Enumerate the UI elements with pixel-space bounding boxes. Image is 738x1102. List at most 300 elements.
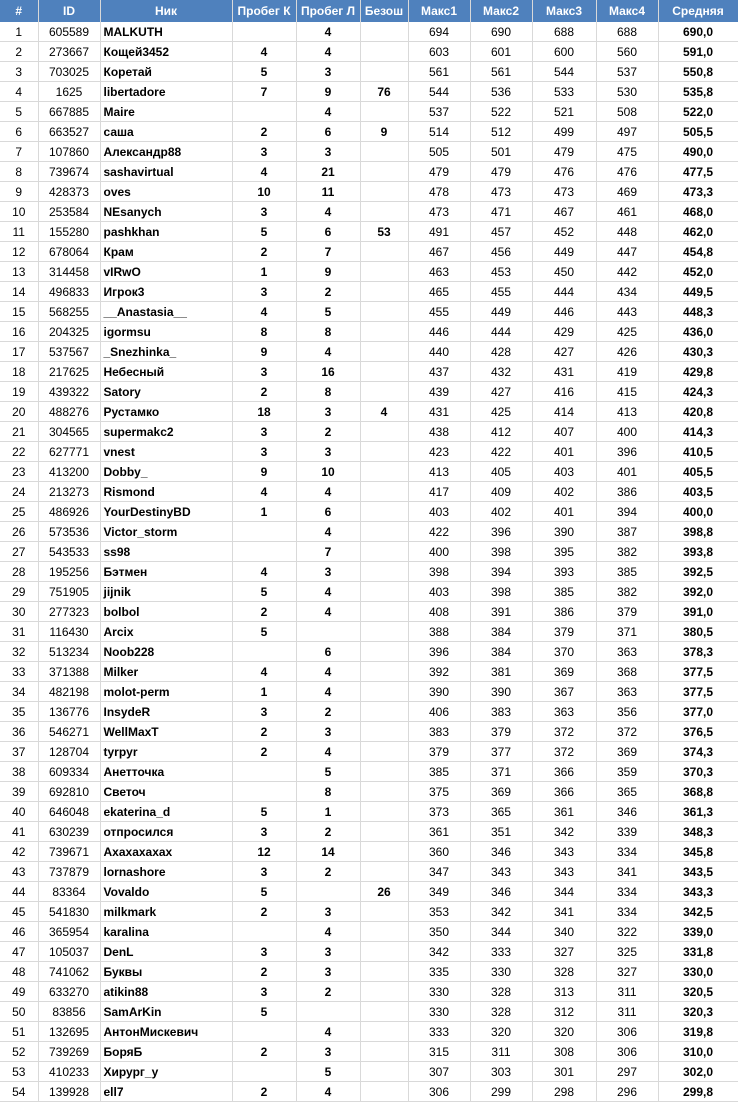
col-rank-cell: 29 (0, 582, 38, 602)
col-max2-cell: 303 (470, 1062, 532, 1082)
col-id-cell: 488276 (38, 402, 100, 422)
table-row (0, 262, 738, 282)
col-probeg-k-cell: 5 (232, 222, 296, 242)
col-probeg-l-cell: 8 (296, 322, 360, 342)
col-bezosh-cell (360, 342, 408, 362)
col-max2-cell: 453 (470, 262, 532, 282)
col-probeg-k-cell: 3 (232, 142, 296, 162)
col-max4-cell: 356 (596, 702, 658, 722)
col-id-cell: 609334 (38, 762, 100, 782)
col-max1-cell: 400 (408, 542, 470, 562)
col-nick-cell: ekaterina_d (100, 802, 232, 822)
col-bezosh-cell (360, 442, 408, 462)
col-max3-cell: 401 (532, 502, 596, 522)
col-nick-cell: lornashore (100, 862, 232, 882)
col-id-cell: 739269 (38, 1042, 100, 1062)
col-probeg-l-cell: 4 (296, 522, 360, 542)
col-probeg-k-cell: 1 (232, 262, 296, 282)
col-id-cell: 132695 (38, 1022, 100, 1042)
col-probeg-l-cell: 3 (296, 1042, 360, 1062)
col-max4-cell: 497 (596, 122, 658, 142)
col-id-cell: 739674 (38, 162, 100, 182)
col-max4-cell: 382 (596, 542, 658, 562)
col-max1-cell: 455 (408, 302, 470, 322)
col-max4-cell: 537 (596, 62, 658, 82)
col-probeg-k-cell: 4 (232, 662, 296, 682)
col-probeg-l-cell: 2 (296, 702, 360, 722)
col-bezosh-cell (360, 802, 408, 822)
col-probeg-k-cell: 5 (232, 1002, 296, 1022)
col-max3-cell: 372 (532, 722, 596, 742)
table-row (0, 42, 738, 62)
table-row (0, 922, 738, 942)
col-nick-cell: Светоч (100, 782, 232, 802)
col-max1-cell: 479 (408, 162, 470, 182)
col-rank-cell: 22 (0, 442, 38, 462)
col-max3-cell: 312 (532, 1002, 596, 1022)
col-id-cell: 428373 (38, 182, 100, 202)
col-avg-cell: 302,0 (658, 1062, 738, 1082)
col-bezosh-cell (360, 522, 408, 542)
col-bezosh-cell (360, 462, 408, 482)
col-id-cell: 627771 (38, 442, 100, 462)
col-rank-cell: 13 (0, 262, 38, 282)
col-max3-cell: 298 (532, 1082, 596, 1102)
col-rank-cell: 51 (0, 1022, 38, 1042)
col-nick-cell: sashavirtual (100, 162, 232, 182)
table-row (0, 802, 738, 822)
col-max4-cell: 419 (596, 362, 658, 382)
col-probeg-k-cell: 10 (232, 182, 296, 202)
col-max2-cell: 405 (470, 462, 532, 482)
table-row (0, 102, 738, 122)
col-max3-cell: 521 (532, 102, 596, 122)
col-id-cell: 568255 (38, 302, 100, 322)
col-bezosh-cell (360, 282, 408, 302)
col-max3-cell: 467 (532, 202, 596, 222)
col-max4-cell: 341 (596, 862, 658, 882)
col-id-header: ID (38, 0, 100, 22)
col-max1-cell: 440 (408, 342, 470, 362)
col-id-cell: 314458 (38, 262, 100, 282)
col-id-cell: 410233 (38, 1062, 100, 1082)
col-probeg-k-cell: 4 (232, 162, 296, 182)
col-max2-cell: 328 (470, 982, 532, 1002)
col-id-cell: 633270 (38, 982, 100, 1002)
col-probeg-l-cell: 4 (296, 682, 360, 702)
table-row (0, 482, 738, 502)
col-max3-cell: 361 (532, 802, 596, 822)
col-max3-cell: 343 (532, 862, 596, 882)
col-probeg-k-cell: 8 (232, 322, 296, 342)
col-probeg-l-cell: 4 (296, 102, 360, 122)
col-max1-cell: 360 (408, 842, 470, 862)
col-id-cell: 692810 (38, 782, 100, 802)
col-max1-cell: 537 (408, 102, 470, 122)
col-probeg-l-cell: 3 (296, 62, 360, 82)
col-nick-cell: DenL (100, 942, 232, 962)
col-max2-cell: 369 (470, 782, 532, 802)
col-max3-cell: 366 (532, 762, 596, 782)
col-avg-cell: 473,3 (658, 182, 738, 202)
col-probeg-l-cell: 6 (296, 642, 360, 662)
col-max2-cell: 351 (470, 822, 532, 842)
col-max1-header: Макс1 (408, 0, 470, 22)
col-bezosh-cell (360, 302, 408, 322)
col-rank-cell: 24 (0, 482, 38, 502)
col-avg-cell: 374,3 (658, 742, 738, 762)
col-max3-cell: 313 (532, 982, 596, 1002)
col-probeg-k-cell (232, 642, 296, 662)
col-max4-cell: 327 (596, 962, 658, 982)
col-max1-cell: 437 (408, 362, 470, 382)
col-max3-cell: 429 (532, 322, 596, 342)
col-nick-cell: Rismond (100, 482, 232, 502)
col-avg-cell: 403,5 (658, 482, 738, 502)
col-nick-cell: Ахахахахах (100, 842, 232, 862)
col-max4-cell: 387 (596, 522, 658, 542)
table-row (0, 62, 738, 82)
col-rank-cell: 36 (0, 722, 38, 742)
col-id-cell: 277323 (38, 602, 100, 622)
col-max1-cell: 306 (408, 1082, 470, 1102)
col-rank-cell: 47 (0, 942, 38, 962)
col-probeg-l-cell: 6 (296, 122, 360, 142)
col-probeg-k-cell: 2 (232, 722, 296, 742)
col-max2-cell: 344 (470, 922, 532, 942)
col-probeg-k-cell: 3 (232, 442, 296, 462)
col-max2-cell: 398 (470, 582, 532, 602)
col-probeg-k-cell: 3 (232, 822, 296, 842)
col-max4-cell: 382 (596, 582, 658, 602)
col-nick-cell: Буквы (100, 962, 232, 982)
col-rank-cell: 25 (0, 502, 38, 522)
col-nick-cell: oves (100, 182, 232, 202)
table-row (0, 382, 738, 402)
col-id-cell: 703025 (38, 62, 100, 82)
col-probeg-l-cell: 9 (296, 262, 360, 282)
col-max3-cell: 533 (532, 82, 596, 102)
col-max1-cell: 408 (408, 602, 470, 622)
col-max1-cell: 403 (408, 502, 470, 522)
col-probeg-l-cell: 4 (296, 342, 360, 362)
table-row (0, 622, 738, 642)
col-probeg-l-cell: 16 (296, 362, 360, 382)
col-max4-cell: 296 (596, 1082, 658, 1102)
col-max1-cell: 422 (408, 522, 470, 542)
col-rank-cell: 8 (0, 162, 38, 182)
col-avg-cell: 299,8 (658, 1082, 738, 1102)
col-id-cell: 195256 (38, 562, 100, 582)
col-avg-cell: 392,5 (658, 562, 738, 582)
col-max3-cell: 320 (532, 1022, 596, 1042)
col-avg-cell: 420,8 (658, 402, 738, 422)
col-avg-cell: 405,5 (658, 462, 738, 482)
table-body (0, 22, 738, 1102)
col-rank-cell: 49 (0, 982, 38, 1002)
col-max1-cell: 335 (408, 962, 470, 982)
col-probeg-l-cell: 10 (296, 462, 360, 482)
col-bezosh-cell (360, 982, 408, 1002)
col-probeg-l-cell: 5 (296, 302, 360, 322)
col-max4-cell: 400 (596, 422, 658, 442)
col-probeg-k-cell: 2 (232, 1082, 296, 1102)
col-id-cell: 439322 (38, 382, 100, 402)
col-max4-cell: 688 (596, 22, 658, 42)
col-avg-cell: 550,8 (658, 62, 738, 82)
col-nick-cell: Бэтмен (100, 562, 232, 582)
col-max3-cell: 476 (532, 162, 596, 182)
col-rank-cell: 38 (0, 762, 38, 782)
col-nick-cell: Noob228 (100, 642, 232, 662)
col-nick-cell: Vovaldo (100, 882, 232, 902)
col-max3-cell: 444 (532, 282, 596, 302)
table-row (0, 362, 738, 382)
col-id-cell: 663527 (38, 122, 100, 142)
col-probeg-l-cell: 6 (296, 502, 360, 522)
col-bezosh-cell (360, 202, 408, 222)
col-max2-header: Макс2 (470, 0, 532, 22)
col-rank-cell: 6 (0, 122, 38, 142)
col-id-cell: 83364 (38, 882, 100, 902)
col-bezosh-cell (360, 862, 408, 882)
col-avg-cell: 535,8 (658, 82, 738, 102)
col-avg-cell: 331,8 (658, 942, 738, 962)
col-id-cell: 217625 (38, 362, 100, 382)
col-max3-cell: 407 (532, 422, 596, 442)
col-max1-cell: 423 (408, 442, 470, 462)
col-max1-cell: 375 (408, 782, 470, 802)
col-max4-cell: 311 (596, 1002, 658, 1022)
col-probeg-k-cell (232, 762, 296, 782)
col-max2-cell: 384 (470, 642, 532, 662)
col-max4-cell: 379 (596, 602, 658, 622)
col-probeg-l-cell: 4 (296, 1082, 360, 1102)
col-max1-cell: 463 (408, 262, 470, 282)
col-rank-cell: 30 (0, 602, 38, 622)
col-rank-cell: 4 (0, 82, 38, 102)
col-max2-cell: 371 (470, 762, 532, 782)
col-max3-cell: 401 (532, 442, 596, 462)
col-probeg-l-cell: 1 (296, 802, 360, 822)
col-rank-cell: 27 (0, 542, 38, 562)
table-row (0, 1022, 738, 1042)
table-header-row (0, 0, 738, 22)
col-bezosh-cell (360, 822, 408, 842)
col-avg-cell: 377,0 (658, 702, 738, 722)
col-max3-cell: 450 (532, 262, 596, 282)
col-max2-cell: 455 (470, 282, 532, 302)
col-max2-cell: 391 (470, 602, 532, 622)
col-max4-cell: 476 (596, 162, 658, 182)
col-nick-cell: Хирург_у (100, 1062, 232, 1082)
col-nick-cell: vnest (100, 442, 232, 462)
col-max3-cell: 600 (532, 42, 596, 62)
col-avg-cell: 454,8 (658, 242, 738, 262)
col-max2-cell: 456 (470, 242, 532, 262)
col-max2-cell: 444 (470, 322, 532, 342)
col-max3-cell: 343 (532, 842, 596, 862)
col-bezosh-cell (360, 422, 408, 442)
col-avg-cell: 424,3 (658, 382, 738, 402)
col-max2-cell: 449 (470, 302, 532, 322)
col-probeg-k-cell: 5 (232, 802, 296, 822)
col-id-cell: 678064 (38, 242, 100, 262)
col-max3-cell: 328 (532, 962, 596, 982)
col-max2-cell: 501 (470, 142, 532, 162)
col-nick-cell: __Anastasia__ (100, 302, 232, 322)
col-nick-cell: Victor_storm (100, 522, 232, 542)
col-nick-cell: libertadore (100, 82, 232, 102)
table-row (0, 522, 738, 542)
col-probeg-l-cell: 14 (296, 842, 360, 862)
col-max1-cell: 392 (408, 662, 470, 682)
col-max4-cell: 372 (596, 722, 658, 742)
col-max3-cell: 367 (532, 682, 596, 702)
col-max1-cell: 439 (408, 382, 470, 402)
col-bezosh-cell (360, 582, 408, 602)
col-probeg-l-cell: 4 (296, 22, 360, 42)
col-probeg-l-cell: 3 (296, 942, 360, 962)
col-max3-cell: 301 (532, 1062, 596, 1082)
col-max1-cell: 544 (408, 82, 470, 102)
col-max4-cell: 396 (596, 442, 658, 462)
col-max2-cell: 402 (470, 502, 532, 522)
col-id-cell: 573536 (38, 522, 100, 542)
col-probeg-k-cell: 4 (232, 42, 296, 62)
col-max4-header: Макс4 (596, 0, 658, 22)
col-max4-cell: 425 (596, 322, 658, 342)
col-id-cell: 482198 (38, 682, 100, 702)
col-id-cell: 630239 (38, 822, 100, 842)
col-id-cell: 273667 (38, 42, 100, 62)
col-rank-cell: 15 (0, 302, 38, 322)
col-bezosh-cell (360, 102, 408, 122)
col-avg-cell: 452,0 (658, 262, 738, 282)
col-max1-cell: 307 (408, 1062, 470, 1082)
col-bezosh-cell (360, 262, 408, 282)
col-avg-cell: 361,3 (658, 802, 738, 822)
col-probeg-k-cell: 3 (232, 362, 296, 382)
col-rank-cell: 40 (0, 802, 38, 822)
col-probeg-k-cell (232, 922, 296, 942)
col-id-cell: 365954 (38, 922, 100, 942)
col-max3-cell: 369 (532, 662, 596, 682)
col-max3-cell: 416 (532, 382, 596, 402)
col-bezosh-cell (360, 142, 408, 162)
col-bezosh-cell (360, 1062, 408, 1082)
col-max1-cell: 413 (408, 462, 470, 482)
table-row (0, 162, 738, 182)
col-probeg-k-cell (232, 782, 296, 802)
col-avg-cell: 392,0 (658, 582, 738, 602)
col-avg-cell: 522,0 (658, 102, 738, 122)
col-max2-cell: 330 (470, 962, 532, 982)
col-probeg-l-cell: 6 (296, 222, 360, 242)
col-bezosh-cell (360, 842, 408, 862)
col-avg-cell: 348,3 (658, 822, 738, 842)
col-max4-cell: 385 (596, 562, 658, 582)
col-bezosh-cell (360, 562, 408, 582)
table-row (0, 442, 738, 462)
col-max1-cell: 446 (408, 322, 470, 342)
col-probeg-k-header: Пробег К (232, 0, 296, 22)
col-bezosh-cell (360, 162, 408, 182)
table-row (0, 542, 738, 562)
col-bezosh-cell (360, 922, 408, 942)
col-max4-cell: 363 (596, 682, 658, 702)
table-row (0, 202, 738, 222)
col-max4-cell: 297 (596, 1062, 658, 1082)
col-avg-cell: 343,3 (658, 882, 738, 902)
col-probeg-l-cell: 4 (296, 482, 360, 502)
col-id-cell: 155280 (38, 222, 100, 242)
col-nick-cell: _Snezhinka_ (100, 342, 232, 362)
table-row (0, 322, 738, 342)
col-nick-cell: InsydeR (100, 702, 232, 722)
col-max4-cell: 386 (596, 482, 658, 502)
col-probeg-l-cell: 11 (296, 182, 360, 202)
col-max4-cell: 469 (596, 182, 658, 202)
col-max1-cell: 478 (408, 182, 470, 202)
col-max3-cell: 340 (532, 922, 596, 942)
col-max1-cell: 383 (408, 722, 470, 742)
col-max3-cell: 385 (532, 582, 596, 602)
col-avg-cell: 368,8 (658, 782, 738, 802)
col-max2-cell: 384 (470, 622, 532, 642)
col-max1-cell: 373 (408, 802, 470, 822)
col-bezosh-cell (360, 42, 408, 62)
col-nick-cell: igormsu (100, 322, 232, 342)
col-max2-cell: 320 (470, 1022, 532, 1042)
col-max4-cell: 346 (596, 802, 658, 822)
col-max2-cell: 479 (470, 162, 532, 182)
table-row (0, 582, 738, 602)
col-probeg-k-cell: 5 (232, 622, 296, 642)
col-bezosh-cell: 53 (360, 222, 408, 242)
col-max3-cell: 370 (532, 642, 596, 662)
col-max2-cell: 427 (470, 382, 532, 402)
col-nick-cell: Анетточка (100, 762, 232, 782)
col-probeg-l-cell: 4 (296, 42, 360, 62)
col-avg-cell: 345,8 (658, 842, 738, 862)
col-rank-header: # (0, 0, 38, 22)
col-max2-cell: 536 (470, 82, 532, 102)
col-probeg-l-cell: 3 (296, 442, 360, 462)
col-probeg-k-cell: 1 (232, 682, 296, 702)
col-max4-cell: 368 (596, 662, 658, 682)
col-id-cell: 253584 (38, 202, 100, 222)
col-max4-cell: 311 (596, 982, 658, 1002)
col-nick-cell: jijnik (100, 582, 232, 602)
table-row (0, 82, 738, 102)
col-nick-cell: bolbol (100, 602, 232, 622)
col-max3-cell: 446 (532, 302, 596, 322)
col-rank-cell: 9 (0, 182, 38, 202)
col-max1-cell: 473 (408, 202, 470, 222)
col-max1-cell: 398 (408, 562, 470, 582)
col-nick-cell: molot-perm (100, 682, 232, 702)
col-probeg-k-cell: 5 (232, 62, 296, 82)
col-max4-cell: 334 (596, 842, 658, 862)
col-avg-cell: 320,3 (658, 1002, 738, 1022)
col-id-cell: 204325 (38, 322, 100, 342)
col-id-cell: 1625 (38, 82, 100, 102)
col-max3-cell: 390 (532, 522, 596, 542)
table-row (0, 1042, 738, 1062)
col-bezosh-cell (360, 942, 408, 962)
col-id-cell: 413200 (38, 462, 100, 482)
